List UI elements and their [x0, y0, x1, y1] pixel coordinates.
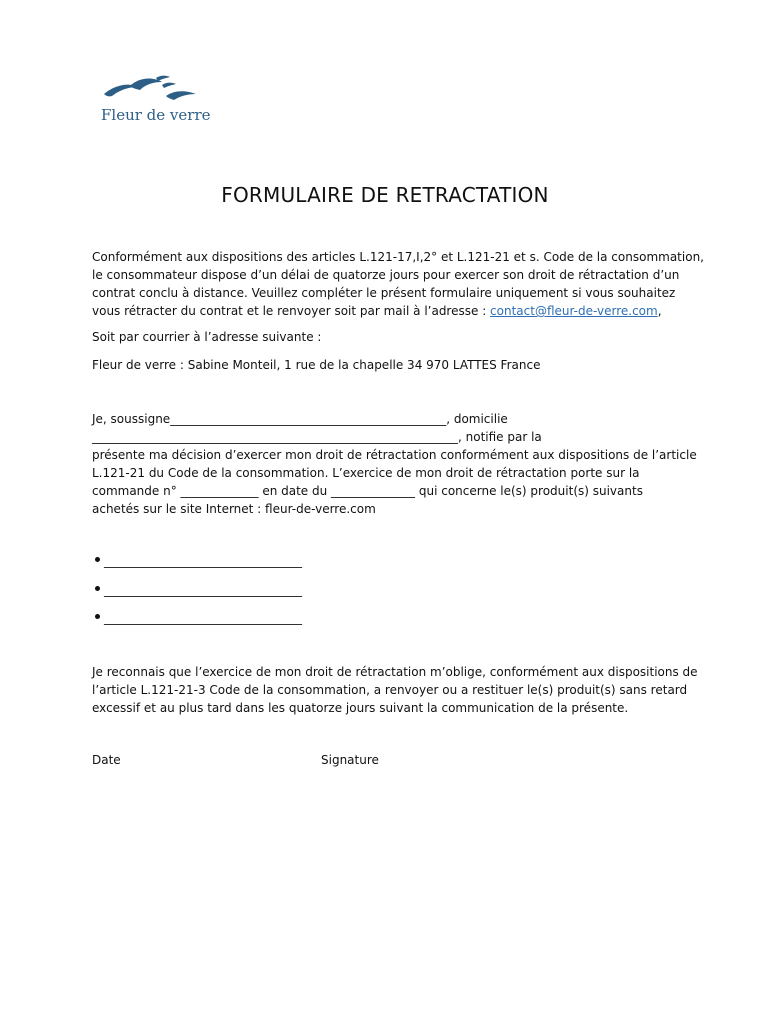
- intro-line: contrat conclu à distance. Veuillez compléter le présent formulaire uniquement si vous souhaitez: [92, 286, 676, 300]
- brand-logo: [100, 74, 210, 128]
- product-blank-item: [95, 554, 302, 568]
- product-blank-line: _________________________________: [104, 583, 302, 597]
- bullet-icon: [95, 586, 100, 591]
- intro-line: [92, 302, 684, 320]
- bullet-icon: [95, 614, 100, 619]
- acknowledgement-line: excessif et au plus tard dans les quatorze jours suivant la communication de la présente.: [92, 701, 629, 715]
- declaration-line: Je, soussigne______________________________________________, domicilie: [92, 412, 508, 426]
- intro-line: Conformément aux dispositions des articles L.121-17,I,2° et L.121-21 et s. Code de la consommation,: [92, 250, 704, 264]
- bullet-icon: [95, 557, 100, 562]
- fish-wave-logo-icon: [100, 74, 200, 106]
- acknowledgement-line: l’article L.121-21-3 Code de la consommation, a renvoyer ou a restituer le(s) produit(s) sans retard: [92, 683, 688, 697]
- signature-label: Signature: [321, 753, 379, 767]
- address-paragraph: [92, 356, 684, 374]
- contact-email-link[interactable]: contact@fleur-de-verre.com: [490, 304, 658, 318]
- declaration-line: L.121-21 du Code de la consommation. L’exercice de mon droit de rétractation porte sur la: [92, 466, 640, 480]
- product-blank-item: [95, 583, 302, 597]
- intro-line: le consommateur dispose d’un délai de quatorze jours pour exercer son droit de rétractation d’un: [92, 268, 680, 282]
- intro-line-text: vous rétracter du contrat et le renvoyer soit par mail à l’adresse :: [92, 304, 491, 318]
- courrier-text: Soit par courrier à l’adresse suivante :: [92, 330, 322, 344]
- declaration-line: _____________________________________________________________, notifie par la: [92, 430, 542, 444]
- brand-name: Fleur de verre: [101, 106, 211, 124]
- page-title: FORMULAIRE DE RETRACTATION: [221, 183, 549, 207]
- acknowledgement-line: Je reconnais que l’exercice de mon droit de rétractation m’oblige, conformément aux dispositions de: [92, 665, 698, 679]
- courrier-paragraph: [92, 328, 684, 346]
- date-label: Date: [92, 753, 121, 767]
- product-blank-line: _________________________________: [104, 554, 302, 568]
- declaration-paragraph: [92, 410, 697, 518]
- product-blank-item: [95, 611, 302, 625]
- declaration-line: présente ma décision d’exercer mon droit de rétractation conformément aux dispositions de l’article: [92, 448, 697, 462]
- declaration-line: achetés sur le site Internet : fleur-de-verre.com: [92, 502, 376, 516]
- product-blank-line: _________________________________: [104, 611, 302, 625]
- intro-paragraph: [92, 248, 704, 320]
- postal-address: Fleur de verre : Sabine Monteil, 1 rue de la chapelle 34 970 LATTES France: [92, 358, 541, 372]
- acknowledgement-paragraph: [92, 663, 698, 717]
- intro-line-suffix: ,: [657, 304, 662, 318]
- declaration-line: commande n° _____________ en date du ______________ qui concerne le(s) produit(s) suivants: [92, 484, 643, 498]
